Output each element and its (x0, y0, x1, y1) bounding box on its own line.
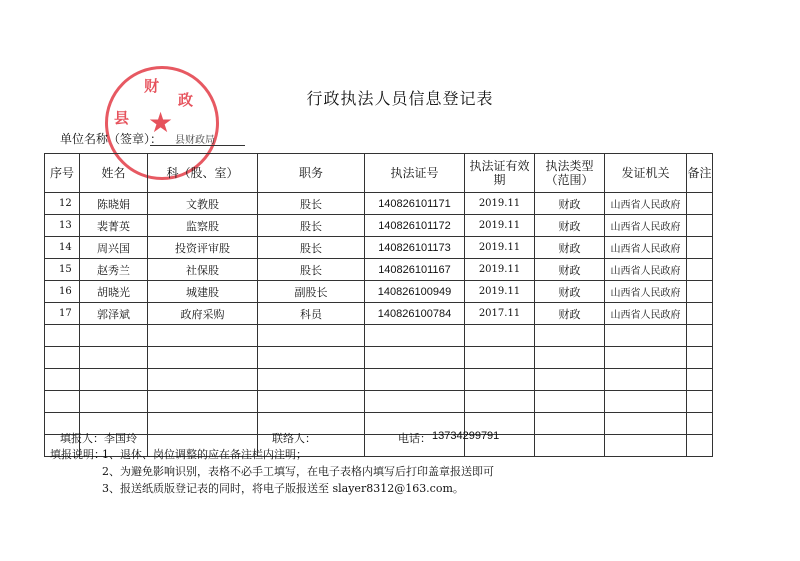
cell-cert: 140826100784 (365, 303, 465, 325)
cell-position (258, 347, 365, 369)
table-row (45, 281, 713, 303)
cell-remark (687, 435, 713, 457)
cell-issuer: 山西省人民政府 (605, 237, 687, 259)
table-row (45, 391, 713, 413)
cell-remark (687, 237, 713, 259)
cell-type (535, 347, 605, 369)
cell-remark (687, 281, 713, 303)
cell-validity (465, 347, 535, 369)
header-cert: 执法证号 (365, 154, 465, 193)
table-row (45, 215, 713, 237)
cell-issuer (605, 369, 687, 391)
unit-label: 单位名称（签章）： (60, 132, 163, 146)
note-label: 填报说明： (50, 448, 105, 461)
cell-dept: 文教股 (148, 193, 258, 215)
filler-name: 李国玲 (104, 432, 137, 445)
cell-issuer: 山西省人民政府 (605, 259, 687, 281)
cell-validity: 2019.11 (465, 193, 535, 215)
header-dept: 科（股、室） (148, 154, 258, 193)
cell-position (258, 325, 365, 347)
cell-remark (687, 215, 713, 237)
cell-dept: 社保股 (148, 259, 258, 281)
cell-name (80, 347, 148, 369)
cell-seq (45, 391, 80, 413)
cell-cert (365, 391, 465, 413)
cell-name: 赵秀兰 (80, 259, 148, 281)
header-remark: 备注 (687, 154, 713, 193)
cell-cert: 140826101171 (365, 193, 465, 215)
cell-type: 财政 (535, 281, 605, 303)
cell-remark (687, 259, 713, 281)
cell-issuer: 山西省人民政府 (605, 303, 687, 325)
cell-validity: 2019.11 (465, 215, 535, 237)
cell-seq (45, 369, 80, 391)
cell-name: 陈晓娟 (80, 193, 148, 215)
cell-seq: 17 (45, 303, 80, 325)
cell-issuer (605, 413, 687, 435)
contact-label: 联络人： (272, 432, 316, 445)
cell-cert: 140826101172 (365, 215, 465, 237)
cell-cert (365, 347, 465, 369)
cell-position: 股长 (258, 237, 365, 259)
cell-dept: 城建股 (148, 281, 258, 303)
cell-validity (465, 325, 535, 347)
table-row (45, 237, 713, 259)
cell-type: 财政 (535, 237, 605, 259)
cell-type: 财政 (535, 259, 605, 281)
cell-seq: 16 (45, 281, 80, 303)
seal-text-1: 县 (114, 109, 130, 127)
cell-cert (365, 325, 465, 347)
cell-type (535, 435, 605, 457)
cell-seq (45, 347, 80, 369)
cell-validity (465, 391, 535, 413)
cell-name: 裴菁英 (80, 215, 148, 237)
cell-cert: 140826101173 (365, 237, 465, 259)
cell-type (535, 413, 605, 435)
cell-remark (687, 325, 713, 347)
cell-validity: 2019.11 (465, 237, 535, 259)
header-position: 职务 (258, 154, 365, 193)
table-row (45, 193, 713, 215)
seal-text-2: 财 (144, 77, 160, 95)
header-seq: 序号 (45, 154, 80, 193)
cell-position: 科员 (258, 303, 365, 325)
unit-value: 县财政局 (175, 135, 215, 146)
cell-remark (687, 347, 713, 369)
seal-star-icon: ★ (148, 106, 174, 139)
table-row (45, 369, 713, 391)
cell-issuer (605, 391, 687, 413)
table-row (45, 259, 713, 281)
cell-seq: 15 (45, 259, 80, 281)
cell-issuer (605, 347, 687, 369)
cell-position: 副股长 (258, 281, 365, 303)
cell-cert (365, 369, 465, 391)
note-1: 1、退休、岗位调整的应在备注栏内注明； (102, 448, 307, 461)
cell-position: 股长 (258, 215, 365, 237)
note-2: 2、为避免影响识别，表格不必手工填写，在电子表格内填写后打印盖章报送即可 (102, 465, 494, 478)
table-header-row (45, 154, 713, 193)
header-type: 执法类型（范围） (535, 154, 605, 193)
cell-name (80, 325, 148, 347)
cell-seq: 12 (45, 193, 80, 215)
cell-dept: 政府采购 (148, 303, 258, 325)
cell-dept (148, 347, 258, 369)
cell-position: 股长 (258, 259, 365, 281)
personnel-table (44, 153, 713, 457)
cell-name (80, 369, 148, 391)
cell-type (535, 391, 605, 413)
header-issuer: 发证机关 (605, 154, 687, 193)
cell-validity (465, 369, 535, 391)
cell-type (535, 369, 605, 391)
phone-value: 13734299791 (432, 430, 500, 442)
cell-seq (45, 325, 80, 347)
header-validity: 执法证有效期 (465, 154, 535, 193)
cell-issuer: 山西省人民政府 (605, 281, 687, 303)
cell-dept (148, 391, 258, 413)
cell-cert: 140826101167 (365, 259, 465, 281)
cell-position (258, 369, 365, 391)
table-row (45, 413, 713, 435)
cell-seq: 14 (45, 237, 80, 259)
cell-cert: 140826100949 (365, 281, 465, 303)
table-row (45, 347, 713, 369)
cell-name (80, 391, 148, 413)
cell-remark (687, 303, 713, 325)
cell-type: 财政 (535, 193, 605, 215)
cell-remark (687, 413, 713, 435)
document-title: 行政执法人员信息登记表 (306, 89, 494, 108)
cell-remark (687, 369, 713, 391)
cell-dept (148, 325, 258, 347)
table-row (45, 325, 713, 347)
cell-issuer: 山西省人民政府 (605, 193, 687, 215)
cell-validity: 2017.11 (465, 303, 535, 325)
cell-dept: 监察股 (148, 215, 258, 237)
cell-issuer (605, 325, 687, 347)
cell-remark (687, 193, 713, 215)
cell-position: 股长 (258, 193, 365, 215)
header-name: 姓名 (80, 154, 148, 193)
cell-validity: 2019.11 (465, 281, 535, 303)
seal-text-3: 政 (178, 91, 194, 109)
cell-type: 财政 (535, 303, 605, 325)
cell-dept: 投资评审股 (148, 237, 258, 259)
cell-dept (148, 413, 258, 435)
cell-dept (148, 369, 258, 391)
table-row (45, 303, 713, 325)
note-3: 3、报送纸质版登记表的同时，将电子版报送至 slayer8312@163.com。 (102, 482, 464, 495)
cell-position (258, 391, 365, 413)
filler-label: 填报人： (60, 432, 104, 445)
cell-name: 郭泽斌 (80, 303, 148, 325)
cell-validity: 2019.11 (465, 259, 535, 281)
cell-name: 胡晓光 (80, 281, 148, 303)
cell-remark (687, 391, 713, 413)
cell-issuer (605, 435, 687, 457)
cell-type (535, 325, 605, 347)
cell-name: 周兴国 (80, 237, 148, 259)
cell-issuer: 山西省人民政府 (605, 215, 687, 237)
cell-seq: 13 (45, 215, 80, 237)
cell-type: 财政 (535, 215, 605, 237)
phone-label: 电话： (398, 432, 431, 445)
